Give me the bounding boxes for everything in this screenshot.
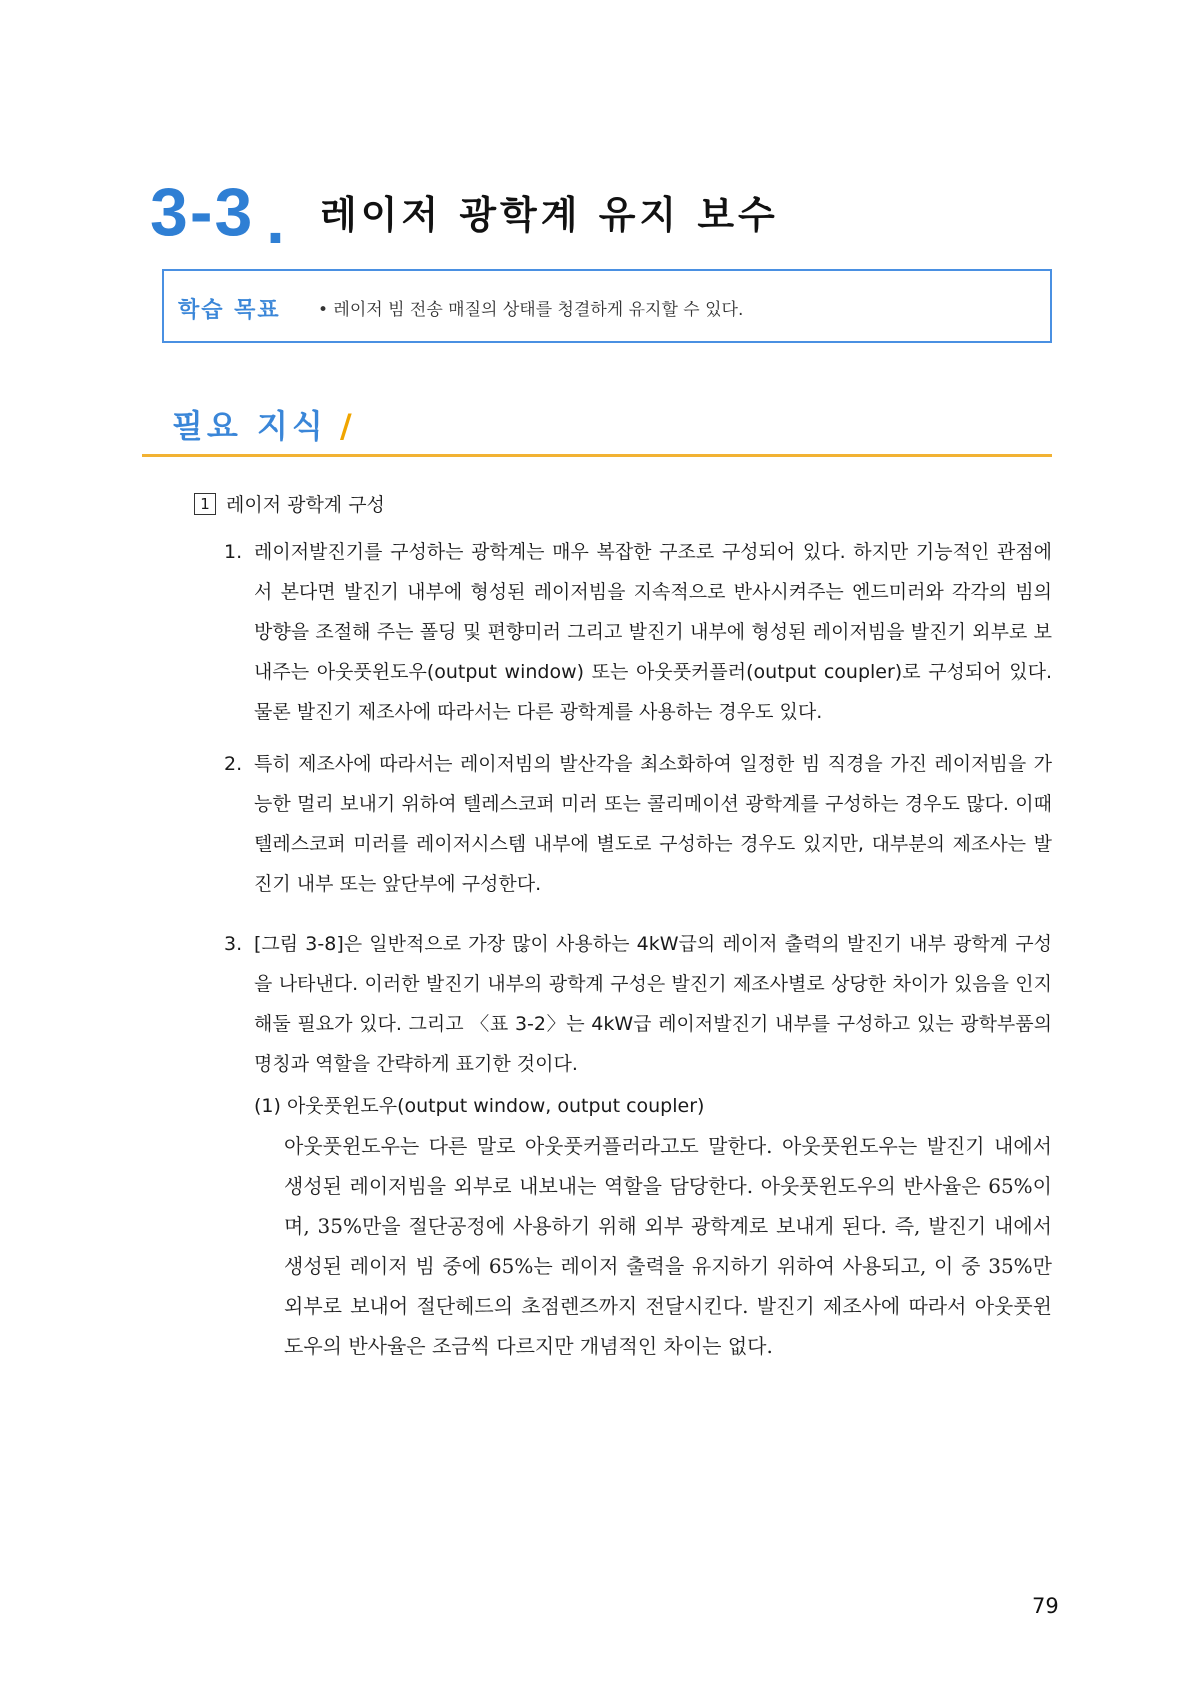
item-number-box: 1 — [194, 493, 216, 515]
section-number: 3-3 — [150, 174, 255, 250]
heading-slash-mark: / — [340, 407, 352, 445]
required-knowledge-title: 필요 지식 — [172, 407, 327, 445]
item-title: 레이저 광학계 구성 — [226, 494, 385, 516]
paragraph-text: [그림 3-8]은 일반적으로 가장 많이 사용하는 4kW급의 레이저 출력의 발진기 내부 광학계 구성을 나타낸다. 이러한 발진기 내부의 광학계 구성은 발진기 제조사별로 상당한 차이가 있음을 인지해둘 필요가 있다. 그리고 〈표 3-2〉는 4kW급 레이저발진기 내부를 구성하고 있는 광학부품의 명칭과 역할을 간략하게 표기한 것이다. — [254, 933, 1052, 1075]
heading-divider — [142, 454, 1052, 457]
section-title: 레이저 광학계 유지 보수 — [320, 193, 779, 237]
learning-objective-label: 학습 목표 — [178, 298, 281, 323]
item-heading — [194, 490, 385, 517]
subsection-heading: (1) 아웃풋윈도우(output window, output coupler) — [254, 1095, 705, 1117]
section-header — [150, 172, 1050, 258]
learning-objective-box — [162, 269, 1052, 343]
page-number: 79 — [1032, 1594, 1059, 1618]
paragraph-text: 특히 제조사에 따라서는 레이저빔의 발산각을 최소화하여 일정한 빔 직경을 가진 레이저빔을 가능한 멀리 보내기 위하여 텔레스코퍼 미러 또는 콜리메이션 광학계를 구성하는 경우도 많다. 이때 텔레스코퍼 미러를 레이저시스템 내부에 별도로 구성하는 경우도 있지만, 대부분의 제조사는 발진기 내부 또는 앞단부에 구성한다. — [254, 753, 1052, 895]
section-number-dot: . — [266, 182, 285, 258]
paragraph-number: 3. — [224, 933, 243, 955]
subsection-text: 아웃풋윈도우는 다른 말로 아웃풋커플러라고도 말한다. 아웃풋윈도우는 발진기 내에서 생성된 레이저빔을 외부로 내보내는 역할을 담당한다. 아웃풋윈도우의 반사율은 65%이며, 35%만을 절단공정에 사용하기 위해 외부 광학계로 보내게 된다. 즉, 발진기 내에서 생성된 레이저 빔 중에 65%는 레이저 출력을 유지하기 위하여 사용되고, 이 중 35%만 외부로 보내어 절단헤드의 초점렌즈까지 전달시킨다. 발진기 제조사에 따라서 아웃풋윈도우의 반사율은 조금씩 다르지만 개념적인 차이는 없다. — [284, 1134, 1052, 1358]
learning-objective-text: • 레이저 빔 전송 매질의 상태를 청결하게 유지할 수 있다. — [318, 300, 744, 320]
paragraph-number: 2. — [224, 753, 243, 775]
paragraph-number: 1. — [224, 541, 243, 563]
paragraph-text: 레이저발진기를 구성하는 광학계는 매우 복잡한 구조로 구성되어 있다. 하지만 기능적인 관점에서 본다면 발진기 내부에 형성된 레이저빔을 지속적으로 반사시켜주는 엔드미러와 각각의 빔의 방향을 조절해 주는 폴딩 및 편향미러 그리고 발진기 내부에 형성된 레이저빔을 발진기 외부로 보내주는 아웃풋윈도우(output window) 또는 아웃풋커플러(output coupler)로 구성되어 있다. 물론 발진기 제조사에 따라서는 다른 광학계를 사용하는 경우도 있다. — [254, 541, 1052, 723]
